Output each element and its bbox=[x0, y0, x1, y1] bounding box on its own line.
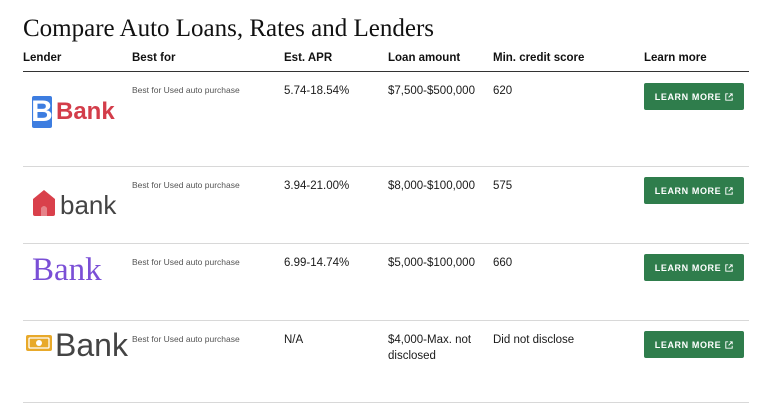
learn-more-button[interactable] bbox=[644, 177, 744, 204]
col-best-for: Best for bbox=[132, 52, 176, 64]
best-for: Best for Used auto purchase bbox=[132, 257, 240, 267]
min-credit-score: 620 bbox=[493, 85, 513, 97]
lender-logo-text: Bank bbox=[55, 327, 128, 363]
lender-logo bbox=[32, 96, 115, 128]
loan-amount: $8,000-$100,000 bbox=[388, 180, 475, 192]
lender-logo bbox=[25, 327, 128, 364]
est-apr: 6.99-14.74% bbox=[284, 257, 350, 269]
loan-amount: $5,000-$100,000 bbox=[388, 257, 475, 269]
external-link-icon bbox=[725, 187, 733, 195]
learn-more-label: LEARN MORE bbox=[654, 91, 722, 102]
learn-more-button[interactable] bbox=[644, 254, 744, 281]
external-link-icon bbox=[725, 264, 733, 272]
table-row bbox=[23, 167, 749, 244]
table-row bbox=[23, 244, 749, 321]
col-loan-amount: Loan amount bbox=[388, 52, 461, 64]
best-for: Best for Used auto purchase bbox=[132, 85, 240, 95]
col-lender: Lender bbox=[23, 52, 62, 64]
banknote-icon bbox=[25, 332, 53, 359]
learn-more-button[interactable] bbox=[644, 331, 744, 358]
lender-logo bbox=[32, 252, 102, 289]
est-apr: 3.94-21.00% bbox=[284, 180, 350, 192]
lender-logo-mark: B bbox=[31, 95, 53, 128]
table-row bbox=[23, 321, 749, 403]
learn-more-label: LEARN MORE bbox=[654, 339, 722, 350]
col-apr: Est. APR bbox=[284, 52, 333, 64]
learn-more-label: LEARN MORE bbox=[654, 262, 722, 273]
min-credit-score: 660 bbox=[493, 257, 513, 269]
lender-logo-text: Bank bbox=[56, 98, 115, 125]
min-credit-score: Did not disclose bbox=[493, 334, 575, 346]
lender-logo-text: Bank bbox=[32, 252, 102, 288]
learn-more-label: LEARN MORE bbox=[654, 185, 722, 196]
est-apr: 5.74-18.54% bbox=[284, 85, 350, 97]
table-header bbox=[23, 52, 749, 72]
loan-amount: $4,000-Max. not disclosed bbox=[388, 334, 472, 362]
loan-amount: $7,500-$500,000 bbox=[388, 85, 475, 97]
house-icon bbox=[32, 189, 56, 222]
best-for: Best for Used auto purchase bbox=[132, 180, 240, 190]
external-link-icon bbox=[725, 341, 733, 349]
col-min-credit-score: Min. credit score bbox=[493, 52, 585, 64]
external-link-icon bbox=[725, 93, 733, 101]
table-row bbox=[23, 72, 749, 167]
page-title: Compare Auto Loans, Rates and Lenders bbox=[23, 15, 435, 42]
min-credit-score: 575 bbox=[493, 180, 513, 192]
best-for: Best for Used auto purchase bbox=[132, 334, 240, 344]
est-apr: N/A bbox=[284, 334, 304, 346]
col-learn-more: Learn more bbox=[644, 52, 707, 64]
lender-logo bbox=[32, 189, 116, 222]
learn-more-button[interactable] bbox=[644, 83, 744, 110]
lender-logo-text: bank bbox=[60, 190, 117, 220]
row-divider bbox=[23, 402, 749, 403]
